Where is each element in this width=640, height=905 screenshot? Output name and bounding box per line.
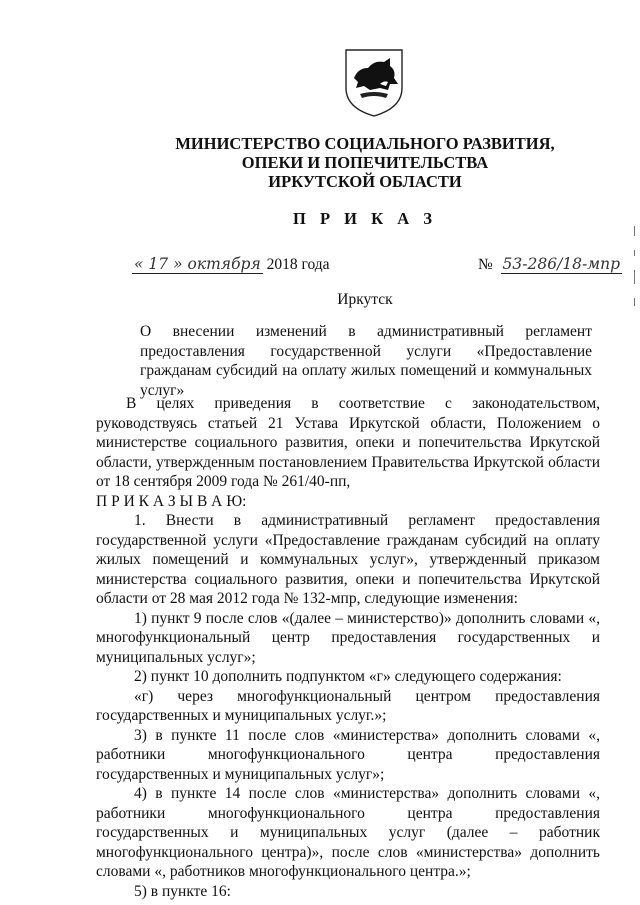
ministry-header-line: МИНИСТЕРСТВО СОЦИАЛЬНОГО РАЗВИТИЯ, bbox=[175, 134, 555, 153]
ministry-header-line: ОПЕКИ И ПОПЕЧИТЕЛЬСТВА bbox=[241, 153, 489, 172]
paragraph: 3) в пункте 11 после слов «министерства» дополнить словами «, работники многофункционального центра предоставления государственных и муниципальных услуг»; bbox=[96, 726, 600, 783]
paragraph: П Р И К А З Ы В А Ю: bbox=[96, 492, 247, 510]
city: Иркутск bbox=[337, 291, 393, 308]
date-handwritten: « 17 » октября bbox=[134, 255, 261, 273]
coat-of-arms-icon bbox=[340, 44, 408, 118]
date-year: 2018 года bbox=[266, 256, 330, 273]
paragraph: 1) пункт 9 после слов «(далее – министерство)» дополнить словами «, многофункциональный центр предоставления государственных и муниципальных услуг»; bbox=[96, 609, 600, 666]
scan-edge-marks bbox=[633, 226, 636, 346]
ministry-header-line: ИРКУТСКОЙ ОБЛАСТИ bbox=[268, 172, 462, 191]
date-month: октября bbox=[187, 255, 261, 273]
order-title: П Р И К А З bbox=[293, 209, 437, 228]
order-number bbox=[478, 255, 622, 274]
order-date bbox=[132, 255, 330, 274]
number-value: 53-286/18-мпр bbox=[502, 255, 621, 273]
date-day: 17 bbox=[148, 255, 169, 273]
paragraph: 2) пункт 10 дополнить подпунктом «г» следующего содержания: bbox=[134, 668, 562, 685]
number-label: № bbox=[478, 256, 493, 273]
ministry-header bbox=[150, 134, 580, 191]
paragraph: «г) через многофункциональный центром предоставления государственных и муниципальных услуг.»; bbox=[96, 687, 600, 724]
order-subject: О внесении изменений в административный регламент предоставления государственной услуги «Предоставление гражданам субсидий на оплату жилых помещений и коммунальных услуг» bbox=[140, 323, 592, 399]
paragraph: 4) в пункте 14 после слов «министерства» дополнить словами «, работники многофункционального центра предоставления государственных и муниципальных услуг (далее – работник многофункционального центра)», после слов «министерства» дополнить словами «, работников многофункционального центра.»; bbox=[96, 785, 600, 880]
order-body bbox=[96, 394, 600, 901]
paragraph: 5) в пункте 16: bbox=[134, 882, 231, 900]
paragraph: В целях приведения в соответствие с законодательством, руководствуясь статьей 21 Устава Иркутской области, Положением о министерстве социального развития, опеки и попечительства Иркутской области, утвержденным постановлением Правительства Иркутской области от 18 сентября 2009 года № 261/40-пп, bbox=[96, 395, 600, 490]
paragraph: 1. Внести в административный регламент предоставления государственной услуги «Предоставление гражданам субсидий на оплату жилых помещений и коммунальных услуг», утвержденный приказом министерства социального развития, опеки и попечительства Иркутской области от 28 мая 2012 года № 132-мпр, следующие изменения: bbox=[96, 512, 600, 607]
